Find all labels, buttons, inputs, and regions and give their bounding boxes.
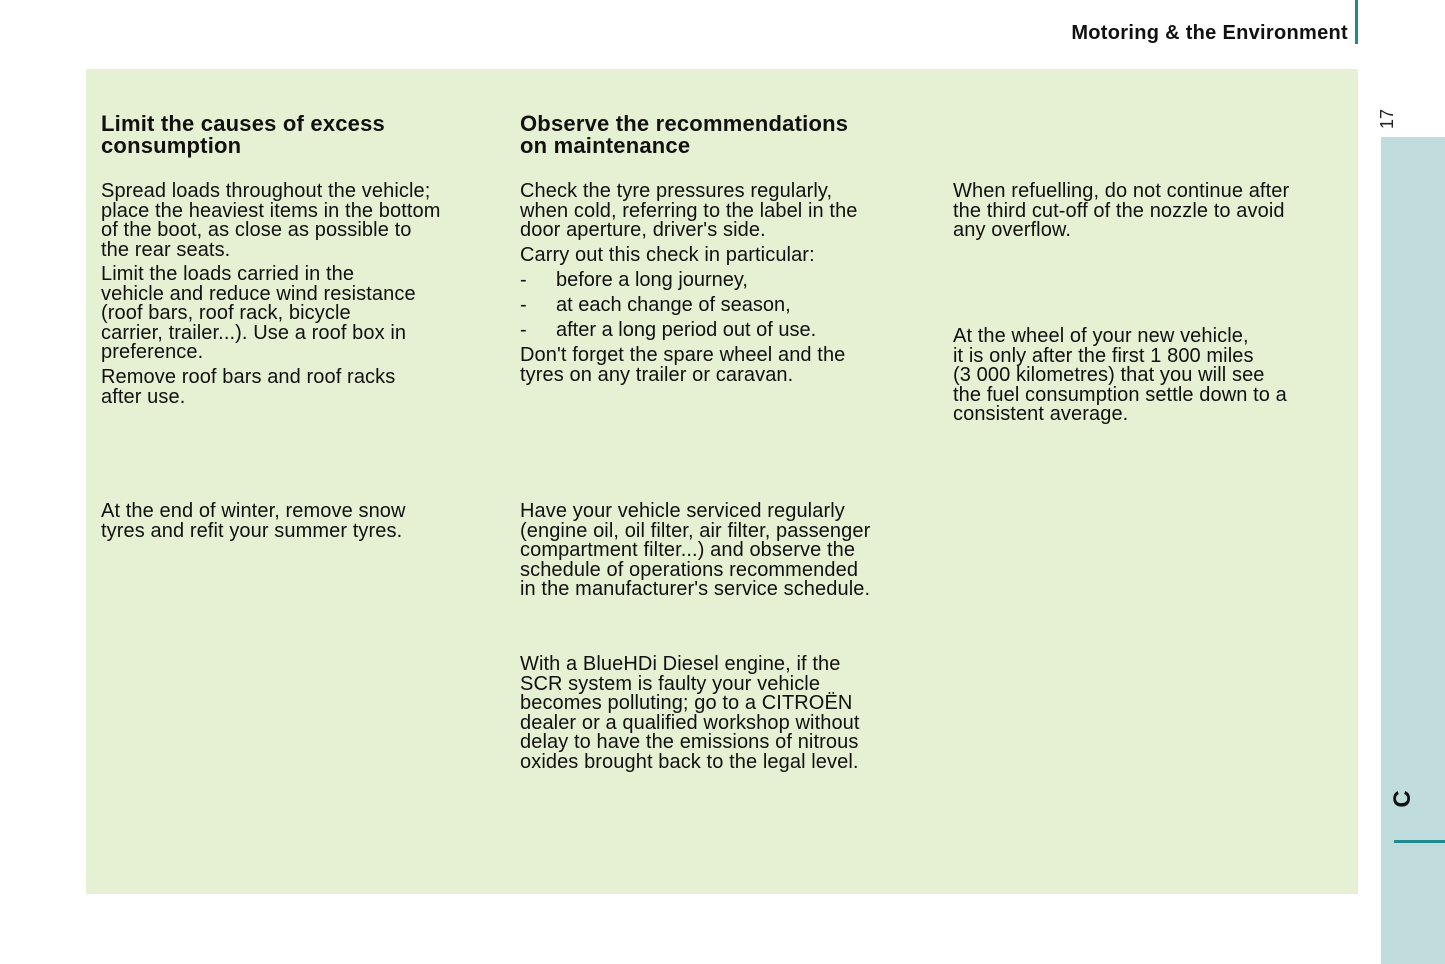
list-item-text: after a long period out of use. xyxy=(556,319,817,341)
heading-maintenance xyxy=(520,113,848,157)
text-line: Have your vehicle serviced regularly xyxy=(520,500,845,522)
text-line: preference. xyxy=(101,341,204,363)
text-line: place the heaviest items in the bottom xyxy=(101,199,441,222)
heading-excess-consumption xyxy=(101,113,501,157)
text-line: dealer or a qualified workshop without xyxy=(520,711,860,734)
text-line: any overflow. xyxy=(953,219,1072,241)
list-item-text: at each change of season, xyxy=(556,294,791,316)
paragraph-tyre-pressures xyxy=(520,182,858,241)
dash-marker: - xyxy=(520,269,527,291)
list-item xyxy=(520,293,816,318)
list-item-text: before a long journey, xyxy=(556,269,748,291)
page-number: 17 xyxy=(1377,108,1397,130)
text-line: oxides brought back to the legal level. xyxy=(520,750,859,773)
text-line: SCR system is faulty your vehicle xyxy=(520,672,821,695)
heading-line: on maintenance xyxy=(520,133,691,158)
section-title: Motoring & the Environment xyxy=(1071,22,1348,44)
text-line: (3 000 kilometres) that you will see xyxy=(953,364,1265,386)
check-occasions-list xyxy=(520,268,816,343)
text-line: tyres on any trailer or caravan. xyxy=(520,363,794,386)
text-line: At the wheel of your new vehicle, xyxy=(953,325,1249,347)
text-line: When refuelling, do not continue after xyxy=(953,180,1290,202)
paragraph-winter-tyres xyxy=(101,502,406,541)
text-line: door aperture, driver's side. xyxy=(520,219,766,241)
text-line: it is only after the first 1 800 miles xyxy=(953,344,1254,367)
paragraph-remove-roof-bars xyxy=(101,368,395,407)
heading-line: Limit the causes of excess xyxy=(101,111,385,136)
text-line: when cold, referring to the label in the xyxy=(520,199,858,222)
paragraph-new-vehicle xyxy=(953,327,1287,425)
text-line: carrier, trailer...). Use a roof box in xyxy=(101,321,407,344)
text-line: (roof bars, roof rack, bicycle xyxy=(101,302,351,324)
heading-line: consumption xyxy=(101,133,242,158)
paragraph-refuelling xyxy=(953,182,1289,241)
text-line: tyres and refit your summer tyres. xyxy=(101,519,403,542)
dash-marker: - xyxy=(520,294,527,316)
text-line: in the manufacturer's service schedule. xyxy=(520,578,871,600)
text-line: delay to have the emissions of nitrous xyxy=(520,731,859,753)
paragraph-spread-loads xyxy=(101,182,441,260)
header-accent-rule xyxy=(1355,0,1358,44)
text-line: consistent average. xyxy=(953,403,1129,425)
text-line: Limit the loads carried in the xyxy=(101,263,355,285)
dash-marker: - xyxy=(520,319,527,341)
paragraph-check-particular: Carry out this check in particular: xyxy=(520,244,815,266)
paragraph-limit-loads xyxy=(101,265,416,363)
tab-accent-rule xyxy=(1394,840,1445,843)
text-line: schedule of operations recommended xyxy=(520,558,859,581)
text-line: becomes polluting; go to a CITROËN xyxy=(520,692,853,714)
text-line: At the end of winter, remove snow xyxy=(101,500,406,522)
text-line: Don't forget the spare wheel and the xyxy=(520,344,846,366)
text-line: the third cut-off of the nozzle to avoid xyxy=(953,199,1285,222)
text-line: Check the tyre pressures regularly, xyxy=(520,180,833,202)
text-line: of the boot, as close as possible to xyxy=(101,219,412,241)
list-item xyxy=(520,268,816,293)
list-item xyxy=(520,318,816,343)
paragraph-servicing xyxy=(520,502,870,600)
text-line: With a BlueHDi Diesel engine, if the xyxy=(520,653,841,675)
text-line: compartment filter...) and observe the xyxy=(520,539,856,561)
text-line: after use. xyxy=(101,385,186,408)
text-line: the fuel consumption settle down to a xyxy=(953,383,1287,406)
heading-line: Observe the recommendations xyxy=(520,111,849,136)
paragraph-spare-wheel xyxy=(520,346,845,385)
chapter-letter: C xyxy=(1389,790,1416,808)
text-line: (engine oil, oil filter, air filter, passenger xyxy=(520,519,871,542)
text-line: the rear seats. xyxy=(101,238,231,261)
text-line: vehicle and reduce wind resistance xyxy=(101,282,416,305)
paragraph-bluehdi xyxy=(520,655,860,772)
text-line: Spread loads throughout the vehicle; xyxy=(101,180,431,202)
text-line: Remove roof bars and roof racks xyxy=(101,366,396,388)
